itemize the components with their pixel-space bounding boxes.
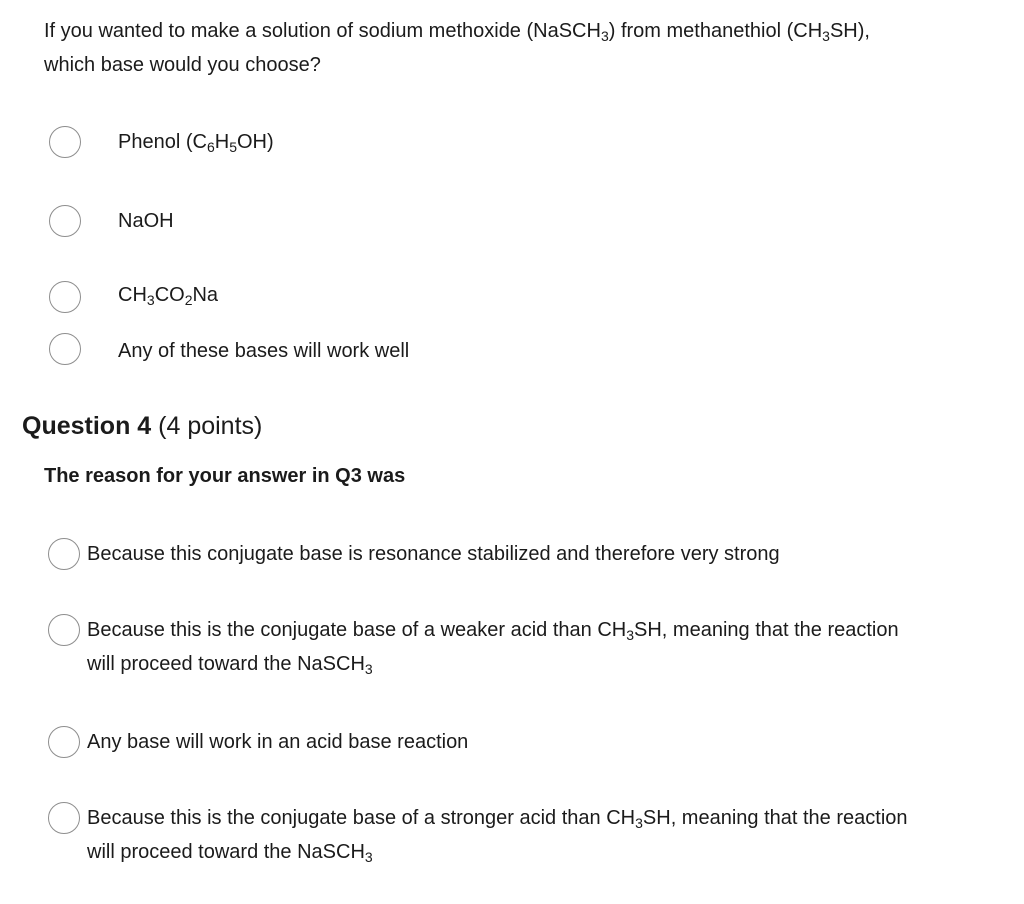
question-4-prompt: The reason for your answer in Q3 was [44, 465, 406, 487]
q4-option-2-radio[interactable] [48, 614, 80, 646]
q3-option-3-label[interactable]: $CH_3CO_2Na$ [118, 284, 219, 308]
q3-option-1-label[interactable]: Phenol $(C_6H_5OH)$ [118, 131, 274, 155]
question-3-prompt [44, 14, 984, 82]
q3-option-2-label[interactable]: NaOH [118, 210, 174, 232]
q4-option-4-label[interactable]: Because this is the conjugate base of a stronger acid than $CH_3SH$, meaning that the reaction will proceed toward the NaSCH$_3$ [87, 807, 908, 865]
q3-option-3-radio[interactable] [49, 281, 81, 313]
question-4-heading: Question 4 (4 points) [22, 412, 263, 440]
q4-option-3-radio[interactable] [48, 726, 80, 758]
q3-option-4-radio[interactable] [49, 333, 81, 365]
question-3-line-2: which base would you choose? [44, 54, 321, 76]
q3-option-1-radio[interactable] [49, 126, 81, 158]
q4-option-1-radio[interactable] [48, 538, 80, 570]
q4-option-3-label[interactable]: Any base will work in an acid base reaction [87, 731, 469, 753]
q4-option-1-label[interactable]: Because this conjugate base is resonance stabilized and therefore very strong [87, 543, 780, 565]
q4-option-4-radio[interactable] [48, 802, 80, 834]
q3-option-4-label[interactable]: Any of these bases will work well [118, 340, 410, 362]
question-3-line-1: If you wanted to make a solution of sodium methoxide (NaSCH$_3$) from methanethiol $(CH_3SH)$, [44, 20, 870, 44]
q4-option-2-label[interactable]: Because this is the conjugate base of a weaker acid than $CH_3SH$, meaning that the reaction will proceed toward the NaSCH$_3$ [87, 619, 899, 677]
q3-option-2-radio[interactable] [49, 205, 81, 237]
